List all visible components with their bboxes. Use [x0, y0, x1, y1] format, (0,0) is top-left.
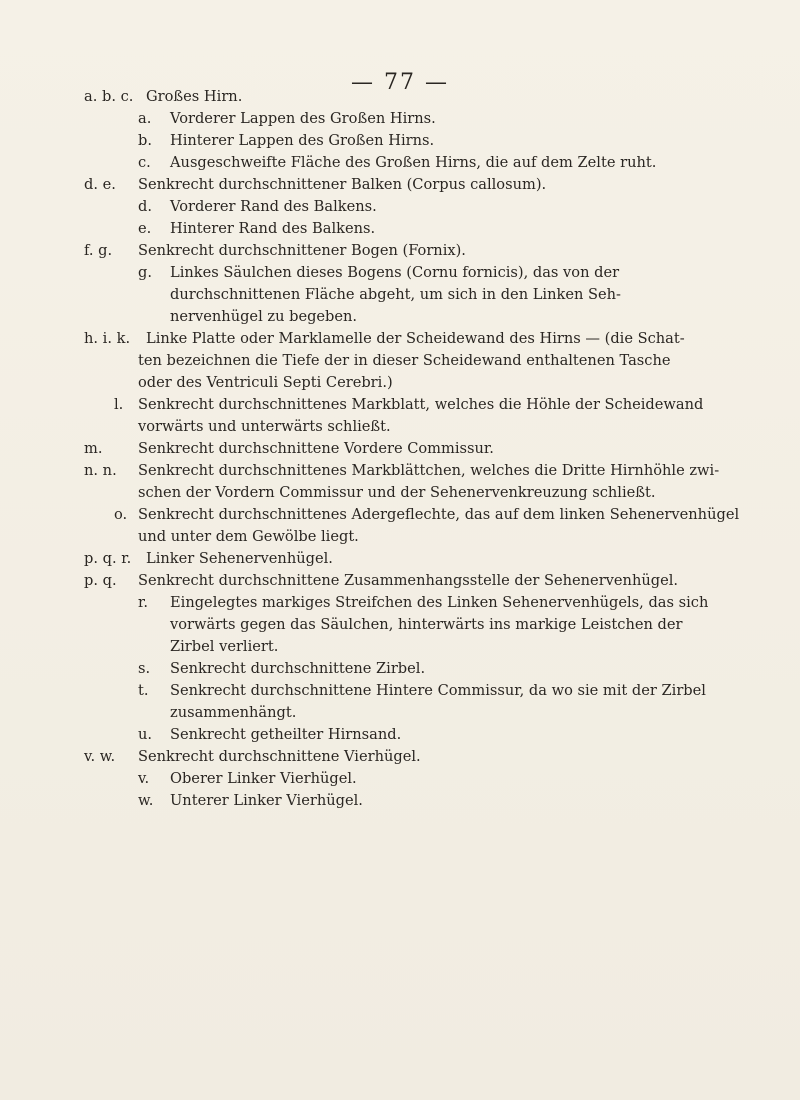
legend-line: [84, 636, 774, 658]
legend-label: h. i. k.: [84, 330, 131, 347]
legend-text-line: Großes Hirn.: [146, 88, 243, 105]
legend-label: u.: [138, 726, 153, 743]
legend-label: v.: [138, 770, 150, 787]
legend-text-line: Senkrecht durchschnittener Balken (Corpus callosum).: [138, 176, 547, 193]
legend-text-line: Senkrecht getheilter Hirnsand.: [170, 726, 402, 743]
legend-label: w.: [138, 792, 154, 809]
legend-line: [84, 86, 774, 108]
legend-text-line: Hinterer Lappen des Großen Hirns.: [170, 132, 435, 149]
legend-text-line: Hinterer Rand des Balkens.: [170, 220, 376, 237]
legend-text-line: zusammenhängt.: [170, 704, 297, 721]
legend-text-line: Vorderer Lappen des Großen Hirns.: [170, 110, 436, 127]
legend-line: [84, 526, 774, 548]
legend-text-line: Vorderer Rand des Balkens.: [170, 198, 377, 215]
legend-text-line: ten bezeichnen die Tiefe der in dieser Scheidewand enthaltenen Tasche: [138, 352, 671, 369]
legend-text-line: Senkrecht durchschnittener Bogen (Fornix).: [138, 242, 466, 259]
legend-label: p. q. r.: [84, 550, 132, 567]
legend-text-line: vorwärts gegen das Säulchen, hinterwärts ins markige Leistchen der: [170, 616, 683, 633]
legend-text-line: Senkrecht durchschnittene Vordere Commissur.: [138, 440, 494, 457]
legend-line: [84, 218, 774, 240]
legend-label: d. e.: [84, 176, 116, 193]
legend-text: [84, 86, 774, 812]
legend-line: [84, 372, 774, 394]
legend-label: p. q.: [84, 572, 117, 589]
legend-line: [84, 482, 774, 504]
legend-line: [84, 262, 774, 284]
legend-text-line: oder des Ventriculi Septi Cerebri.): [138, 374, 393, 391]
legend-line: [84, 108, 774, 130]
legend-line: [84, 284, 774, 306]
legend-line: [84, 790, 774, 812]
legend-text-line: Linke Platte oder Marklamelle der Scheidewand des Hirns — (die Schat-: [146, 330, 685, 347]
legend-text-line: Ausgeschweifte Fläche des Großen Hirns, die auf dem Zelte ruht.: [170, 154, 657, 171]
legend-text-line: schen der Vordern Commissur und der Sehenervenkreuzung schließt.: [138, 484, 656, 501]
legend-line: [84, 438, 774, 460]
legend-label: s.: [138, 660, 151, 677]
legend-line: [84, 306, 774, 328]
legend-text-line: Linkes Säulchen dieses Bogens (Cornu fornicis), das von der: [170, 264, 620, 281]
legend-line: [84, 680, 774, 702]
legend-text-line: nervenhügel zu begeben.: [170, 308, 358, 325]
legend-label: c.: [138, 154, 151, 171]
legend-text-line: vorwärts und unterwärts schließt.: [138, 418, 391, 435]
legend-label: o.: [114, 506, 128, 523]
legend-line: [84, 614, 774, 636]
legend-line: [84, 548, 774, 570]
legend-text-line: Senkrecht durchschnittenes Adergeflechte, das auf dem linken Sehenervenhügel: [138, 506, 740, 523]
legend-label: d.: [138, 198, 152, 215]
legend-label: m.: [84, 440, 103, 457]
legend-text-line: Linker Sehenervenhügel.: [146, 550, 333, 567]
legend-text-line: Senkrecht durchschnittene Vierhügel.: [138, 748, 421, 765]
legend-line: [84, 394, 774, 416]
legend-line: [84, 152, 774, 174]
legend-line: [84, 416, 774, 438]
legend-label: f. g.: [84, 242, 113, 259]
legend-text-line: Zirbel verliert.: [170, 638, 279, 655]
legend-text-line: und unter dem Gewölbe liegt.: [138, 528, 359, 545]
legend-label: r.: [138, 594, 149, 611]
legend-text-line: Senkrecht durchschnittene Zusammenhangsstelle der Sehenervenhügel.: [138, 572, 679, 589]
legend-label: t.: [138, 682, 149, 699]
legend-label: v. w.: [84, 748, 116, 765]
page-number: — 77 —: [351, 70, 449, 95]
legend-label: l.: [114, 396, 124, 413]
legend-text-line: Oberer Linker Vierhügel.: [170, 770, 357, 787]
legend-label: a. b. c.: [84, 88, 134, 105]
legend-line: [84, 746, 774, 768]
legend-text-line: Unterer Linker Vierhügel.: [170, 792, 363, 809]
legend-line: [84, 724, 774, 746]
legend-line: [84, 460, 774, 482]
legend-label: n. n.: [84, 462, 117, 479]
legend-text-line: Eingelegtes markiges Streifchen des Linken Sehenervenhügels, das sich: [170, 594, 709, 611]
legend-line: [84, 350, 774, 372]
legend-label: a.: [138, 110, 152, 127]
legend-line: [84, 328, 774, 350]
legend-line: [84, 570, 774, 592]
legend-label: g.: [138, 264, 152, 281]
legend-text-line: Senkrecht durchschnittene Hintere Commissur, da wo sie mit der Zirbel: [170, 682, 706, 699]
legend-text-line: Senkrecht durchschnittenes Markblatt, welches die Höhle der Scheidewand: [138, 396, 704, 413]
legend-line: [84, 504, 774, 526]
legend-line: [84, 702, 774, 724]
legend-line: [84, 768, 774, 790]
legend-line: [84, 174, 774, 196]
legend-line: [84, 592, 774, 614]
legend-label: b.: [138, 132, 152, 149]
legend-line: [84, 196, 774, 218]
legend-line: [84, 130, 774, 152]
legend-line: [84, 240, 774, 262]
legend-text-line: Senkrecht durchschnittenes Markblättchen, welches die Dritte Hirnhöhle zwi-: [138, 462, 720, 479]
legend-label: e.: [138, 220, 152, 237]
legend-line: [84, 658, 774, 680]
legend-text-line: durchschnittenen Fläche abgeht, um sich in den Linken Seh-: [170, 286, 621, 303]
legend-text-line: Senkrecht durchschnittene Zirbel.: [170, 660, 426, 677]
